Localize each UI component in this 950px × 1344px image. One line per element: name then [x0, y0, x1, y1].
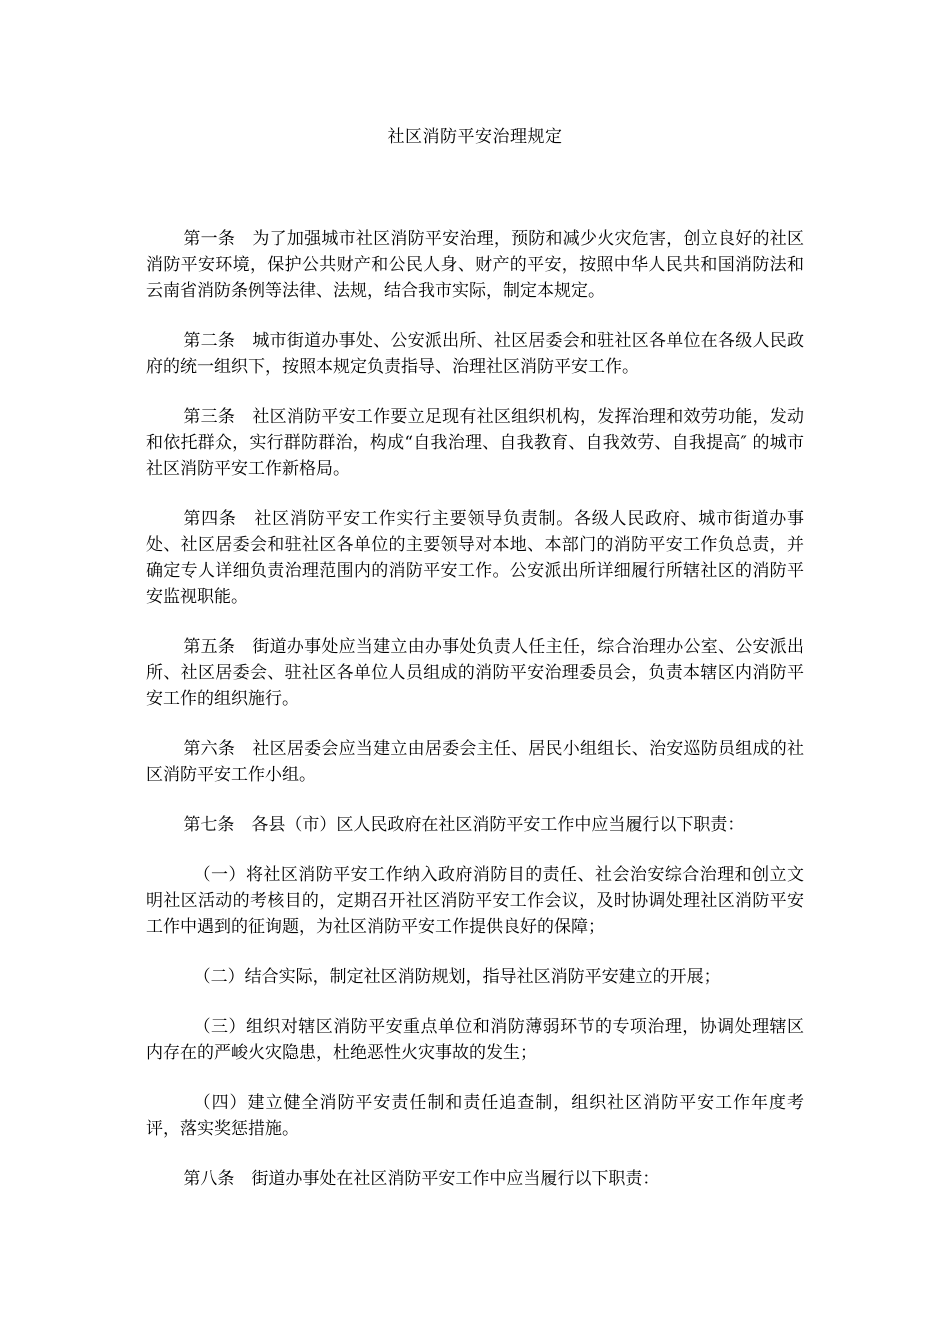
article-2: 第二条 城市街道办事处、公安派出所、社区居委会和驻社区各单位在各级人民政府的统一组织下，按照本规定负责指导、治理社区消防平安工作。 [146, 331, 804, 377]
article-6: 第六条 社区居委会应当建立由居委会主任、居民小组组长、治安巡防员组成的社区消防平安工作小组。 [146, 739, 804, 785]
article-7-item-2: （二）结合实际，制定社区消防规划，指导社区消防平安建立的开展； [193, 967, 721, 987]
article-5: 第五条 街道办事处应当建立由办事处负责人任主任，综合治理办公室、公安派出所、社区居委会、驻社区各单位人员组成的消防平安治理委员会，负责本辖区内消防平安工作的组织施行。 [146, 637, 804, 709]
article-7: 第七条 各县（市）区人民政府在社区消防平安工作中应当履行以下职责： [183, 815, 745, 835]
article-1: 第一条 为了加强城市社区消防平安治理，预防和减少火灾危害，创立良好的社区消防平安环境，保护公共财产和公民人身、财产的平安，按照中华人民共和国消防法和云南省消防条例等法律、法规，结合我市实际，制定本规定。 [146, 229, 804, 301]
document-body [146, 226, 804, 1216]
article-8: 第八条 街道办事处在社区消防平安工作中应当履行以下职责： [183, 1169, 660, 1189]
document-title: 社区消防平安治理规定 [387, 127, 563, 147]
article-7-item-4: （四）建立健全消防平安责任制和责任追查制，组织社区消防平安工作年度考评，落实奖惩措施。 [146, 1093, 804, 1139]
article-3: 第三条 社区消防平安工作要立足现有社区组织机构，发挥治理和效劳功能，发动和依托群众，实行群防群治，构成“自我治理、自我教育、自我效劳、自我提高″ 的城市社区消防平安工作新格局。 [146, 407, 804, 479]
article-4: 第四条 社区消防平安工作实行主要领导负责制。各级人民政府、城市街道办事处、社区居委会和驻社区各单位的主要领导对本地、本部门的消防平安工作负总责，并确定专人详细负责治理范围内的消防平安工作。公安派出所详细履行所辖社区的消防平安监视职能。 [146, 509, 804, 607]
article-7-item-1: （一）将社区消防平安工作纳入政府消防目的责任、社会治安综合治理和创立文明社区活动的考核目的，定期召开社区消防平安工作会议，及时协调处理社区消防平安工作中遇到的征询题，为社区消防平安工作提供良好的保障； [146, 865, 804, 937]
article-7-item-3: （三）组织对辖区消防平安重点单位和消防薄弱环节的专项治理，协调处理辖区内存在的严峻火灾隐患，杜绝恶性火灾事故的发生； [146, 1017, 804, 1063]
